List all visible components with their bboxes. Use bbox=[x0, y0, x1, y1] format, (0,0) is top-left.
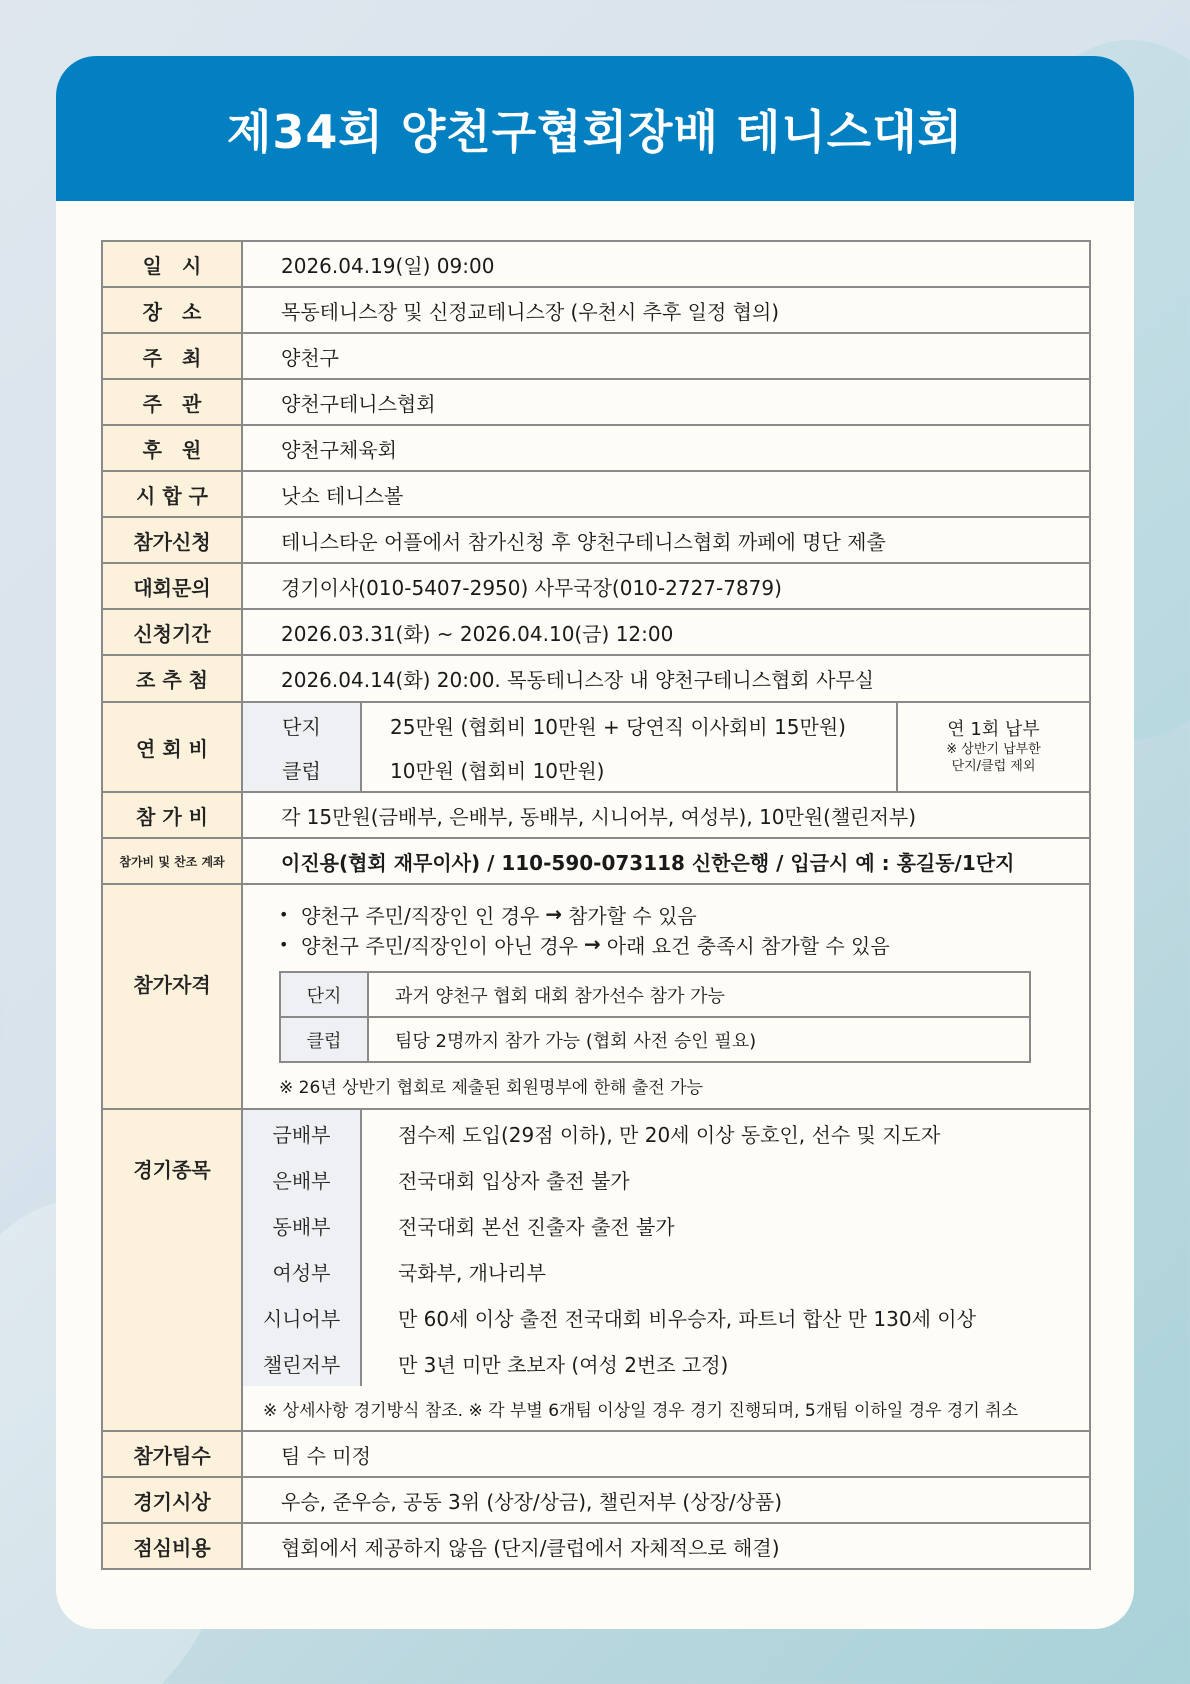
table-row bbox=[102, 379, 1090, 425]
fee-note bbox=[897, 703, 1089, 791]
bullet-text: 양천구 주민/직장인이 아닌 경우 bbox=[301, 933, 578, 958]
row-value: 양천구 bbox=[242, 333, 1090, 379]
row-label: 일 시 bbox=[102, 241, 242, 287]
fee-type-label: 클럽 bbox=[243, 747, 361, 791]
fee-note-main: 연 1회 납부 bbox=[947, 719, 1040, 741]
bullet-item bbox=[279, 899, 1089, 929]
row-label: 참가비 및 찬조 계좌 bbox=[102, 838, 242, 884]
events-table bbox=[243, 1110, 1089, 1430]
bullet-mark: • bbox=[279, 934, 289, 954]
annual-fee-cell bbox=[242, 702, 1090, 792]
table-row bbox=[102, 333, 1090, 379]
row-label: 시 합 구 bbox=[102, 471, 242, 517]
fee-type-label: 단지 bbox=[243, 703, 361, 747]
qualification-note: ※ 26년 상반기 협회로 제출된 회원명부에 한해 출전 가능 bbox=[279, 1078, 703, 1098]
arrow-icon: → bbox=[583, 932, 601, 956]
annual-fee-table bbox=[243, 703, 1089, 791]
bullet-text: 아래 요건 충족시 참가할 수 있음 bbox=[606, 933, 890, 958]
row-label: 대회문의 bbox=[102, 563, 242, 609]
events-cell bbox=[242, 1109, 1090, 1431]
table-row bbox=[102, 1477, 1090, 1523]
event-label: 시니어부 bbox=[243, 1294, 361, 1340]
fee-type-value: 10만원 (협회비 10만원) bbox=[361, 747, 897, 791]
fee-note-sub: ※ 상반기 납부한 bbox=[946, 741, 1041, 757]
row-label: 점심비용 bbox=[102, 1523, 242, 1569]
qualification-type-value: 과거 양천구 협회 대회 참가선수 참가 가능 bbox=[368, 972, 1030, 1017]
row-value: 테니스타운 어플에서 참가신청 후 양천구테니스협회 까페에 명단 제출 bbox=[242, 517, 1090, 563]
entry-fee-row bbox=[102, 792, 1090, 838]
qualification-type-label: 클럽 bbox=[280, 1017, 368, 1062]
table-row bbox=[102, 1431, 1090, 1477]
event-label: 금배부 bbox=[243, 1110, 361, 1156]
qualification-sub-row bbox=[280, 1017, 1030, 1062]
row-label: 참가자격 bbox=[102, 884, 242, 1109]
fee-row bbox=[243, 703, 1089, 747]
qualification-type-value: 팀당 2명까지 참가 가능 (협회 사전 승인 필요) bbox=[368, 1017, 1030, 1062]
event-value: 만 3년 미만 초보자 (여성 2번조 고정) bbox=[398, 1352, 729, 1377]
row-value: 양천구체육회 bbox=[242, 425, 1090, 471]
row-label: 주 관 bbox=[102, 379, 242, 425]
bullet-text: 참가할 수 있음 bbox=[568, 903, 697, 928]
table-row bbox=[102, 563, 1090, 609]
row-value: 팀 수 미정 bbox=[242, 1431, 1090, 1477]
table-row bbox=[102, 241, 1090, 287]
bullet-mark: • bbox=[279, 904, 289, 924]
event-row bbox=[243, 1340, 1089, 1386]
qualification-sub-row bbox=[280, 972, 1030, 1017]
row-label: 연 회 비 bbox=[102, 702, 242, 792]
event-row bbox=[243, 1156, 1089, 1202]
table-row bbox=[102, 287, 1090, 333]
row-label: 참가팀수 bbox=[102, 1431, 242, 1477]
row-value: 양천구테니스협회 bbox=[242, 379, 1090, 425]
table-row bbox=[102, 517, 1090, 563]
fee-type-value: 25만원 (협회비 10만원 + 당연직 이사회비 15만원) bbox=[361, 703, 897, 747]
info-table bbox=[101, 240, 1091, 1570]
row-value: 경기이사(010-5407-2950) 사무국장(010-2727-7879) bbox=[242, 563, 1090, 609]
row-label: 경기종목 bbox=[102, 1109, 242, 1431]
account-row bbox=[102, 838, 1090, 884]
table-row bbox=[102, 655, 1090, 702]
qualification-row bbox=[102, 884, 1090, 1109]
row-label: 후 원 bbox=[102, 425, 242, 471]
fee-note-sub: 단지/클럽 제외 bbox=[951, 758, 1036, 774]
table-row bbox=[102, 1523, 1090, 1569]
event-value: 만 60세 이상 출전 전국대회 비우승자, 파트너 합산 만 130세 이상 bbox=[398, 1306, 976, 1331]
row-value: 협회에서 제공하지 않음 (단지/클럽에서 자체적으로 해결) bbox=[242, 1523, 1090, 1569]
event-value: 전국대회 입상자 출전 불가 bbox=[398, 1168, 630, 1193]
table-row bbox=[102, 425, 1090, 471]
title-banner bbox=[56, 56, 1134, 201]
bullet-text: 양천구 주민/직장인 인 경우 bbox=[301, 903, 540, 928]
event-label: 동배부 bbox=[243, 1202, 361, 1248]
arrow-icon: → bbox=[545, 902, 563, 926]
event-row bbox=[243, 1248, 1089, 1294]
row-value: 낫소 테니스볼 bbox=[242, 471, 1090, 517]
row-value: 우승, 준우승, 공동 3위 (상장/상금), 챌린저부 (상장/상품) bbox=[242, 1477, 1090, 1523]
row-label: 신청기간 bbox=[102, 609, 242, 655]
event-label: 챌린저부 bbox=[243, 1340, 361, 1386]
event-value: 국화부, 개나리부 bbox=[398, 1260, 546, 1285]
row-label: 장 소 bbox=[102, 287, 242, 333]
table-row bbox=[102, 609, 1090, 655]
row-value: 2026.03.31(화) ~ 2026.04.10(금) 12:00 bbox=[242, 609, 1090, 655]
event-row bbox=[243, 1202, 1089, 1248]
qualification-cell bbox=[242, 884, 1090, 1109]
row-label: 경기시상 bbox=[102, 1477, 242, 1523]
page-title: 제34회 양천구협회장배 테니스대회 bbox=[226, 104, 964, 159]
table-row bbox=[102, 471, 1090, 517]
notice-card bbox=[56, 56, 1134, 1629]
bullet-item bbox=[279, 929, 1089, 959]
events-note: ※ 상세사항 경기방식 참조. ※ 각 부별 6개팀 이상일 경우 경기 진행되며, 5개팀 이하일 경우 경기 취소 bbox=[263, 1400, 1019, 1421]
annual-fee-row bbox=[102, 702, 1090, 792]
row-label: 조 추 첨 bbox=[102, 655, 242, 702]
row-label: 참가신청 bbox=[102, 517, 242, 563]
qualification-table bbox=[279, 971, 1031, 1063]
row-value: 각 15만원(금배부, 은배부, 동배부, 시니어부, 여성부), 10만원(챌린저부) bbox=[242, 792, 1090, 838]
row-value: 2026.04.19(일) 09:00 bbox=[242, 241, 1090, 287]
event-label: 여성부 bbox=[243, 1248, 361, 1294]
event-value: 전국대회 본선 진출자 출전 불가 bbox=[398, 1214, 675, 1239]
event-value: 점수제 도입(29점 이하), 만 20세 이상 동호인, 선수 및 지도자 bbox=[398, 1122, 941, 1147]
row-value: 목동테니스장 및 신정교테니스장 (우천시 추후 일정 협의) bbox=[242, 287, 1090, 333]
row-label: 주 최 bbox=[102, 333, 242, 379]
event-note-row bbox=[243, 1386, 1089, 1430]
row-label: 참 가 비 bbox=[102, 792, 242, 838]
event-row bbox=[243, 1110, 1089, 1156]
qualification-type-label: 단지 bbox=[280, 972, 368, 1017]
events-row bbox=[102, 1109, 1090, 1431]
row-value: 이진용(협회 재무이사) / 110-590-073118 신한은행 / 입금시 예 : 홍길동/1단지 bbox=[242, 838, 1090, 884]
event-label: 은배부 bbox=[243, 1156, 361, 1202]
event-row bbox=[243, 1294, 1089, 1340]
row-value: 2026.04.14(화) 20:00. 목동테니스장 내 양천구테니스협회 사무실 bbox=[242, 655, 1090, 702]
